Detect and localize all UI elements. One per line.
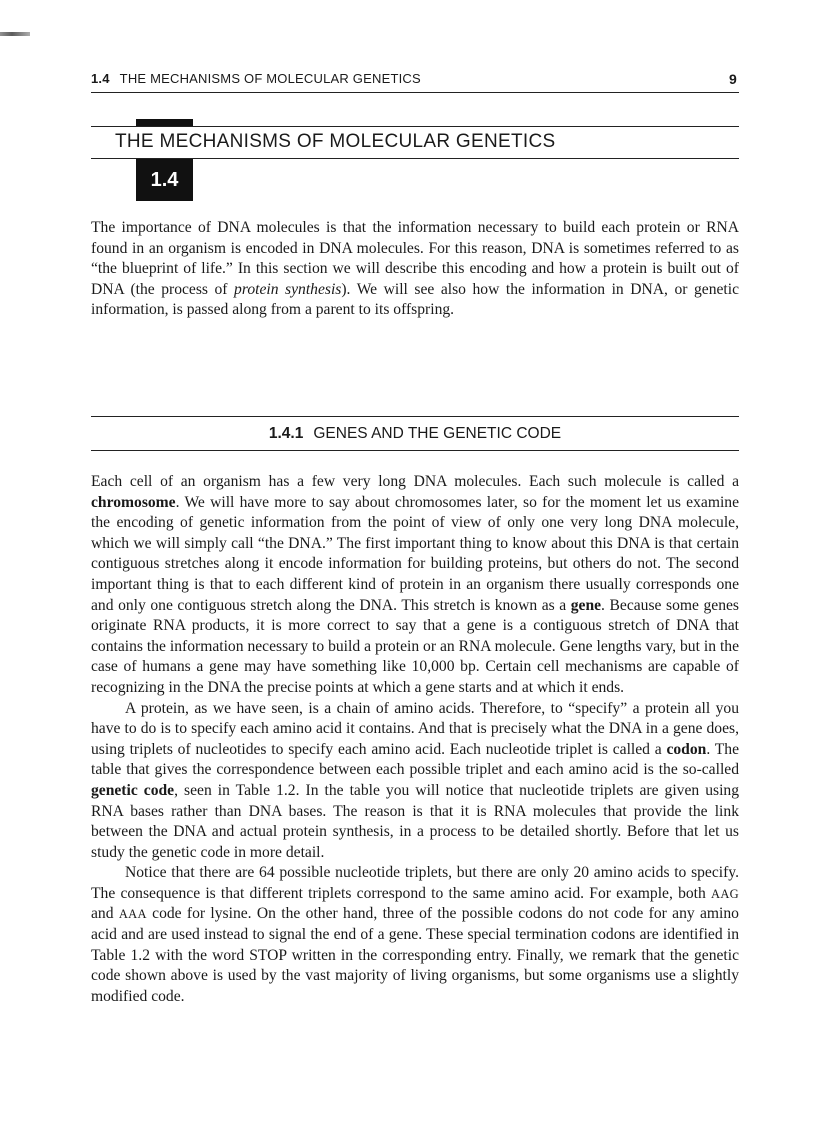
page-number: 9 xyxy=(729,71,737,87)
intro-emphasis: protein synthesis xyxy=(234,280,342,298)
codon-aaa: AAA xyxy=(118,907,147,922)
subsection-title: GENES AND THE GENETIC CODE xyxy=(313,425,562,442)
paragraph-3 xyxy=(91,863,739,1007)
subsection-number: 1.4.1 xyxy=(268,425,304,442)
paragraph-text: A protein, as we have seen, is a chain of amino acids. Therefore, to “specify” a protein all you have to do is to specify each amino acid it contains. And that is precisely what the DNA in a gene does, using triplets of nucleotides to specify each amino acid. Each nucleotide triplet is called a xyxy=(91,699,739,758)
paragraph-text: code for lysine. On the other hand, three of the possible codons do not code for any amino acid and are used instead to signal the end of a gene. These special termination codons are identified in Table 1.2 with the word STOP written in the corresponding entry. Finally, we remark that the genetic code shown above is used by the vast majority of living organisms, but some organisms use a slightly modified code. xyxy=(91,905,739,1005)
paragraph-text: . Because some genes originate RNA products, it is more correct to say that a gene is a contiguous stretch of DNA that contains the information necessary to build a protein or an RNA molecule. Gene lengths vary, but in the case of humans a gene may have something like 10,000 bp. Certain cell mechanisms are capable of recognizing in the DNA the precise points at which a gene starts and at which it ends. xyxy=(91,596,739,696)
term-chromosome: chromosome xyxy=(91,493,176,511)
intro-text: The importance of DNA molecules is that the information necessary to build each protein or RNA found in an organism is encoded in DNA molecules. For this reason, DNA is sometimes referred to as “the blueprint of life.” In this section we will describe this encoding and how a protein is built out of DNA (the process of xyxy=(91,219,739,298)
scan-artifact xyxy=(0,32,30,36)
paragraph-text: . The table that gives the correspondence between each possible triplet and each amino acid is the so-called xyxy=(91,740,739,779)
subsection-heading xyxy=(91,425,739,443)
paragraph-1 xyxy=(91,472,739,699)
intro-text-end: ). We will see also how the information in DNA, or genetic information, is passed along from a parent to its offspring. xyxy=(91,280,739,319)
section-title: THE MECHANISMS OF MOLECULAR GENETICS xyxy=(115,131,556,152)
section-rule-top xyxy=(91,126,739,127)
running-head-section-number: 1.4 xyxy=(91,71,110,86)
running-head-title: THE MECHANISMS OF MOLECULAR GENETICS xyxy=(119,71,421,86)
running-head xyxy=(91,71,739,86)
paragraph-text: and xyxy=(91,905,119,923)
codon-aag: AAG xyxy=(711,886,739,901)
term-gene: gene xyxy=(570,596,602,614)
intro-paragraph xyxy=(91,218,739,321)
paragraph-text: Each cell of an organism has a few very long DNA molecules. Each such molecule is called a xyxy=(91,473,739,490)
term-codon: codon xyxy=(666,740,707,758)
body-text xyxy=(91,472,739,1007)
subsection-rule-top xyxy=(91,416,739,417)
paragraph-2 xyxy=(91,699,739,864)
term-genetic-code: genetic code xyxy=(91,781,175,799)
section-number-badge: 1.4 xyxy=(136,159,193,201)
paragraph-text: , seen in Table 1.2. In the table you will notice that nucleotide triplets are given using RNA bases rather than DNA bases. The reason is that it is RNA molecules that provide the link between the DNA and actual protein synthesis, in a process to be detailed shortly. Before that let us study the genetic code in more detail. xyxy=(91,781,740,861)
header-rule xyxy=(91,92,739,93)
section-badge-bar xyxy=(136,119,193,126)
subsection-rule-bottom xyxy=(91,450,739,451)
paragraph-text: . We will have more to say about chromosomes later, so for the moment let us examine the encoding of genetic information from the point of view of only one very long DNA molecule, which we will simply call “the DNA.” The first important thing to know about this DNA is that certain contiguous stretches along it encode information for building proteins, but others do not. The second important thing is that to each different kind of protein in an organism there usually corresponds one and only one contiguous stretch along the DNA. This stretch is known as a xyxy=(91,493,739,614)
paragraph-text: Notice that there are 64 possible nucleotide triplets, but there are only 20 amino acids to specify. The consequence is that different triplets correspond to the same amino acid. For example, both xyxy=(91,864,739,902)
